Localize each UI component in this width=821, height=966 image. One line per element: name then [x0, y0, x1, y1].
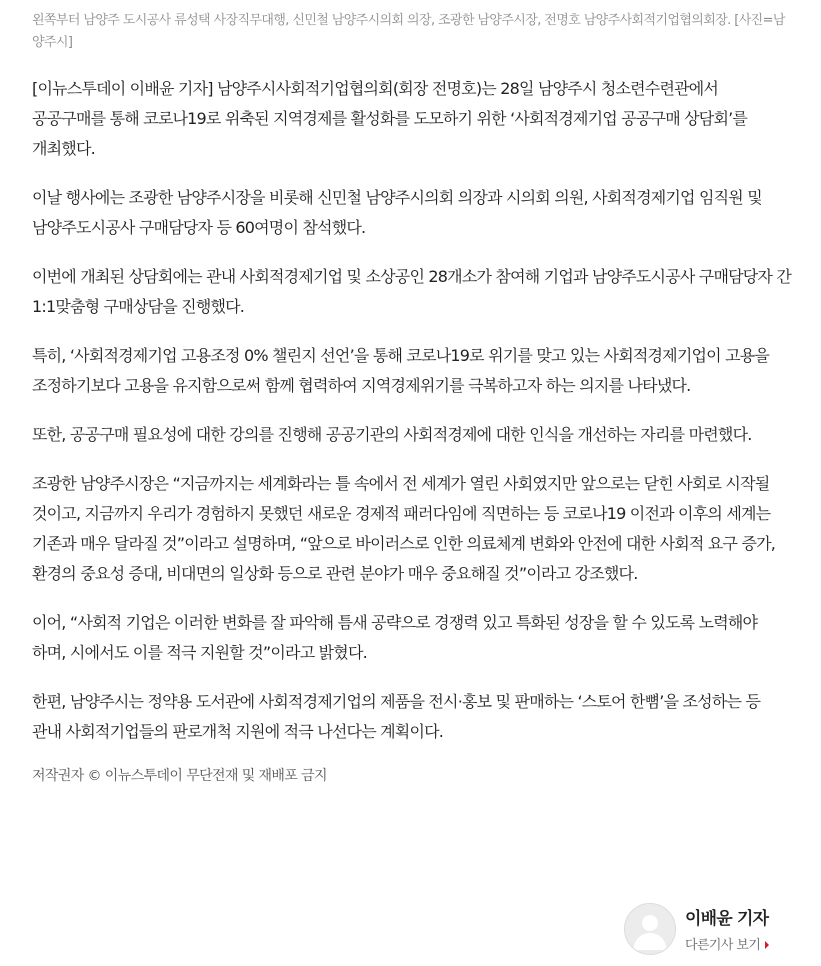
article-paragraph: 특히, ‘사회적경제기업 고용조정 0% 챌린지 선언’을 통해 코로나19로 위기를 맞고 있는 사회적경제기업이 고용을 조정하기보다 고용을 유지함으로써 함께 협력하여 지역경제위기를 극복하고자 하는 의지를 나타냈다.: [32, 346, 770, 395]
article-paragraph: 조광한 남양주시장은 “지금까지는 세계화라는 틀 속에서 전 세계가 열린 사회였지만 앞으로는 닫힌 사회로 시작될 것이고, 지금까지 우리가 경험하지 못했던 새로운 경제적 패러다임에 직면하는 등 코로나19 이전과 이후의 세계는 기존과 매우 달라질 것”이라고 설명하며, “앞으로 바이러스로 인한 의료체계 변화와 안전에 대한 사회적 요구 증가, 환경의 중요성 증대, 비대면의 일상화 등으로 관련 분야가 매우 중요해질 것”이라고 강조했다.: [32, 474, 776, 583]
person-silhouette-icon: [625, 904, 675, 954]
article-paragraph: 이번에 개최된 상담회에는 관내 사회적경제기업 및 소상공인 28개소가 참여해 기업과 남양주도시공사 구매담당자 간 1:1맞춤형 구매상담을 진행했다.: [32, 267, 792, 316]
article-body: [32, 10, 792, 786]
article-paragraph: 이어, “사회적 기업은 이러한 변화를 잘 파악해 틈새 공략으로 경쟁력 있고 특화된 성장을 할 수 있도록 노력해야 하며, 시에서도 이를 적극 지원할 것”이라고 밝혔다.: [32, 613, 758, 662]
reporter-avatar: [624, 903, 676, 955]
article-paragraph: [이뉴스투데이 이배윤 기자] 남양주시사회적기업협의회(회장 전명호)는 28일 남양주시 청소련수련관에서 공공구매를 통해 코로나19로 위축된 지역경제를 활성화를 도모하기 위한 ‘사회적경제기업 공공구매 상담회’를 개최했다.: [32, 79, 748, 158]
reporter-name: 이배윤 기자: [685, 909, 769, 929]
caret-right-icon: [765, 941, 769, 949]
article-paragraph: 이날 행사에는 조광한 남양주시장을 비롯해 신민철 남양주시의회 의장과 시의회 의원, 사회적경제기업 임직원 및 남양주도시공사 구매담당자 등 60여명이 참석했다.: [32, 188, 762, 237]
photo-caption: 왼쪽부터 남양주 도시공사 류성택 사장직무대행, 신민철 남양주시의회 의장, 조광한 남양주시장, 전명호 남양주사회적기업협의회장. [사진=남양주시]: [32, 13, 785, 50]
other-articles-link[interactable]: [685, 934, 769, 953]
copyright-notice: 저작권자 © 이뉴스투데이 무단전재 및 재배포 금지: [32, 768, 327, 784]
article-paragraph: 또한, 공공구매 필요성에 대한 강의를 진행해 공공기관의 사회적경제에 대한 인식을 개선하는 자리를 마련했다.: [32, 425, 752, 444]
other-articles-label: 다른기사 보기: [685, 938, 761, 953]
article-paragraph: 한편, 남양주시는 정약용 도서관에 사회적경제기업의 제품을 전시·홍보 및 판매하는 ‘스토어 한뼘’을 조성하는 등 관내 사회적기업들의 판로개척 지원에 적극 나선다는 계획이다.: [32, 692, 761, 741]
reporter-box: [624, 903, 804, 955]
